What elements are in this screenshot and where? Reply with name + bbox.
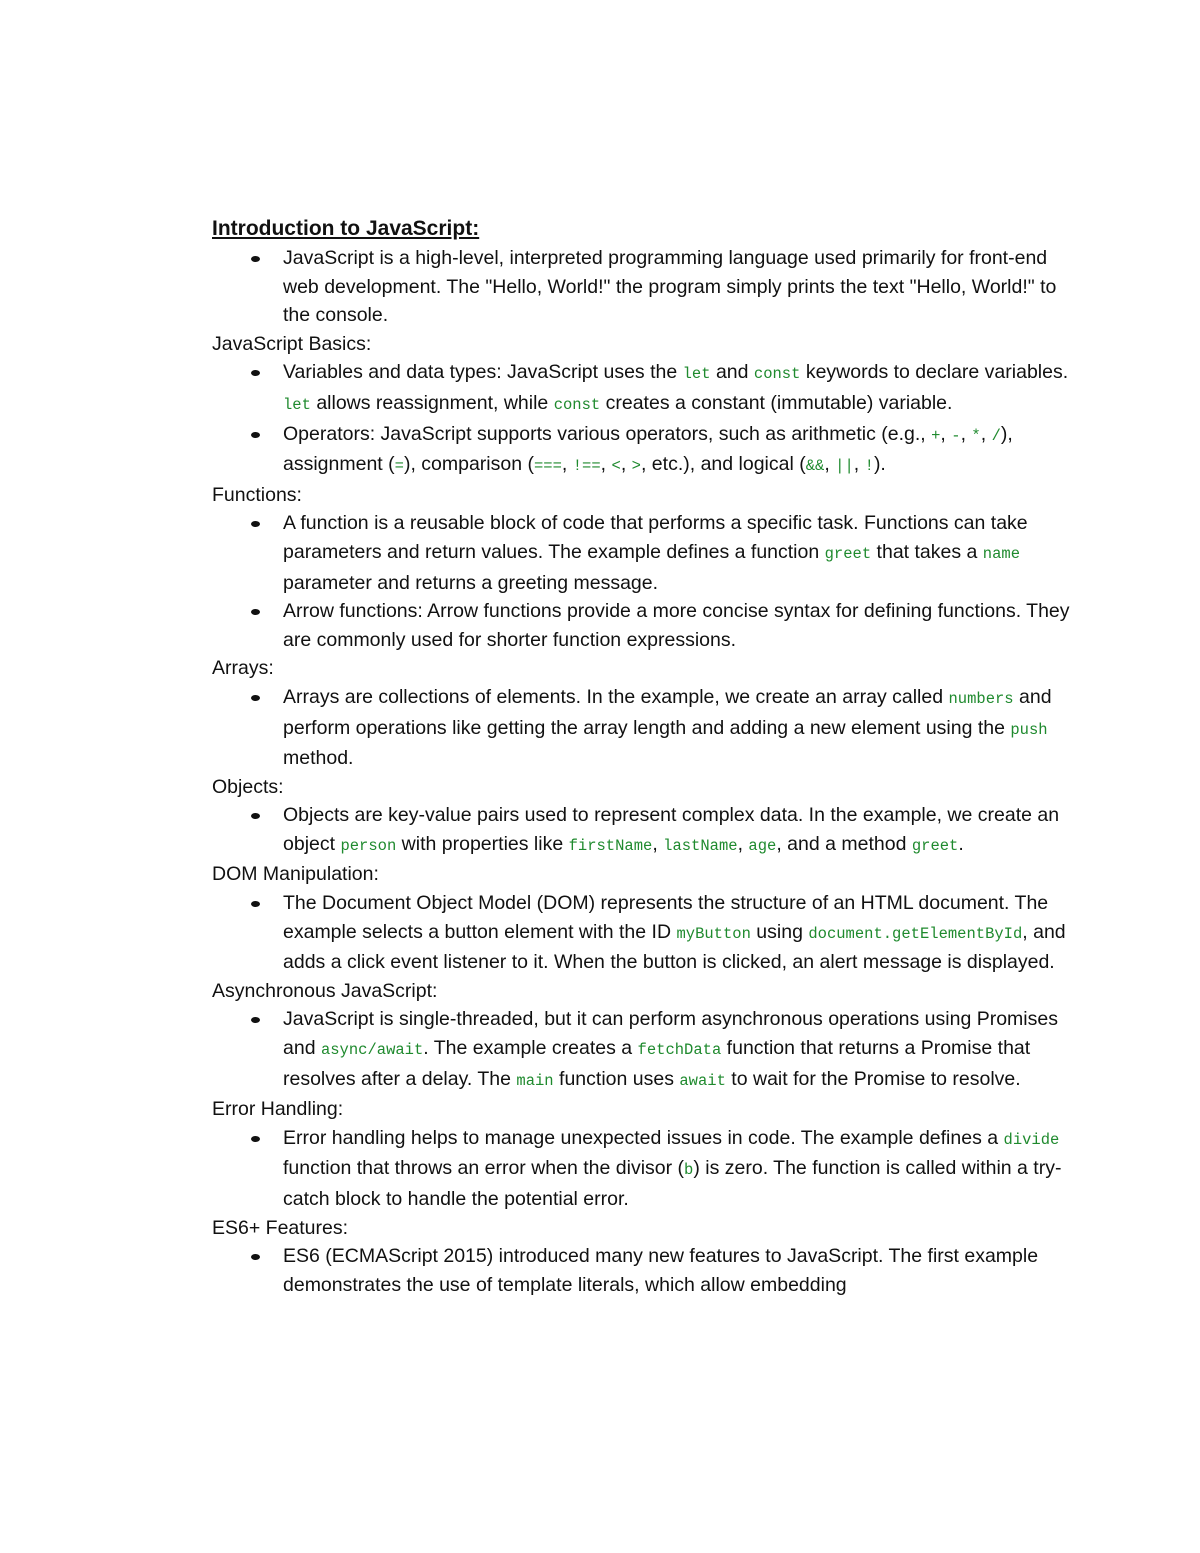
- bullet-item: [212, 420, 1072, 481]
- section-heading: Arrays:: [212, 657, 274, 680]
- inline-code: ===: [534, 457, 562, 476]
- bullet-icon: [251, 901, 260, 907]
- inline-code: ||: [835, 457, 854, 476]
- bullet-list: [212, 1005, 1072, 1095]
- text-run: ), assignment (: [283, 422, 1013, 476]
- bullet-icon: [251, 521, 260, 527]
- section-heading: Asynchronous JavaScript:: [212, 979, 438, 1002]
- text-run: Variables and data types: JavaScript uses the: [283, 361, 683, 384]
- inline-code: let: [283, 395, 311, 414]
- text-run: A function is a reusable block of code that performs a specific task. Functions can take parameters and return values. The example defines a function: [283, 512, 1028, 563]
- text-run: allows reassignment, while: [310, 391, 554, 414]
- inline-code: document.getElementById: [808, 924, 1023, 943]
- text-run: ) is zero. The function is called within a try-catch block to handle the potential error.: [283, 1157, 1062, 1210]
- text-run: ,: [853, 453, 865, 476]
- inline-code: main: [516, 1071, 554, 1090]
- text-run: Operators: JavaScript supports various operators, such as arithmetic (e.g.,: [283, 422, 932, 445]
- bullet-item: [212, 509, 1072, 597]
- inline-code: !: [864, 457, 874, 476]
- bullet-item: [212, 597, 1072, 654]
- text-run: ,: [652, 832, 664, 855]
- bullet-icon: [251, 1017, 260, 1023]
- text-run: ).: [873, 453, 886, 476]
- text-run: Objects are key-value pairs used to represent complex data. In the example, we create an object: [283, 804, 1060, 855]
- section-heading: Error Handling:: [212, 1098, 344, 1121]
- text-run: method.: [283, 747, 354, 770]
- bullet-item: [212, 683, 1072, 773]
- inline-code: >: [631, 457, 641, 476]
- text-run: . The example creates a: [423, 1037, 638, 1060]
- section-heading: DOM Manipulation:: [212, 863, 379, 886]
- text-run: Arrow functions: Arrow functions provide a more concise syntax for defining functions. They are commonly used for shorter function expressions.: [283, 600, 1070, 651]
- bullet-icon: [251, 813, 260, 819]
- text-run: and: [710, 361, 754, 384]
- bullet-list: [212, 683, 1072, 773]
- text-run: ), comparison (: [403, 453, 534, 476]
- bullet-list: [212, 801, 1072, 860]
- text-run: Arrays are collections of elements. In the example, we create an array called: [283, 685, 949, 708]
- inline-code: &&: [805, 457, 825, 476]
- text-run: Error handling helps to manage unexpected issues in code. The example defines a: [283, 1126, 1004, 1149]
- text-run: ,: [980, 422, 992, 445]
- bullet-icon: [251, 432, 260, 438]
- text-run: function that returns a Promise that resolves after a delay. The: [283, 1037, 1031, 1090]
- bullet-icon: [251, 1254, 260, 1260]
- text-run: The Document Object Model (DOM) represents the structure of an HTML document. The example selects a button element with the ID: [283, 892, 1049, 943]
- inline-code: -: [951, 426, 961, 445]
- inline-code: /: [991, 426, 1001, 445]
- inline-code: greet: [824, 544, 872, 563]
- inline-code: +: [931, 426, 941, 445]
- bullet-list: [212, 244, 1072, 330]
- text-run: ,: [600, 453, 612, 476]
- section-heading: Objects:: [212, 775, 284, 798]
- text-run: ,: [561, 453, 573, 476]
- inline-code: !==: [572, 457, 601, 476]
- bullet-item: [212, 244, 1072, 330]
- text-run: function uses: [553, 1067, 680, 1090]
- document-body: [212, 214, 1072, 1299]
- section-heading: JavaScript Basics:: [212, 332, 372, 355]
- inline-code: firstName: [568, 836, 653, 855]
- document-title: Introduction to JavaScript:: [212, 217, 480, 240]
- text-run: that takes a: [871, 540, 983, 563]
- text-run: parameter and returns a greeting message.: [283, 571, 659, 594]
- text-run: creates a constant (immutable) variable.: [600, 391, 953, 414]
- text-run: function that throws an error when the divisor (: [283, 1157, 685, 1180]
- inline-code: const: [753, 365, 801, 384]
- inline-code: let: [682, 365, 711, 384]
- inline-code: numbers: [948, 689, 1014, 708]
- inline-code: person: [340, 836, 397, 855]
- text-run: ,: [824, 453, 836, 476]
- bullet-icon: [251, 1136, 260, 1142]
- section-heading: ES6+ Features:: [212, 1216, 349, 1239]
- bullet-icon: [251, 609, 260, 615]
- text-run: .: [958, 832, 964, 855]
- text-run: , etc.), and logical (: [640, 453, 806, 476]
- text-run: JavaScript is a high-level, interpreted programming language used primarily for front-end web development. The "Hello, World!" the program simply prints the text "Hello, World!" to the console.: [283, 247, 1057, 327]
- inline-code: b: [684, 1161, 694, 1180]
- text-run: ES6 (ECMAScript 2015) introduced many new features to JavaScript. The first example demonstrates the use of template literals, which allow embedding: [283, 1245, 1039, 1296]
- text-run: ,: [737, 832, 749, 855]
- inline-code: lastName: [663, 836, 738, 855]
- text-run: with properties like: [396, 832, 569, 855]
- bullet-icon: [251, 256, 260, 262]
- text-run: , and a method: [776, 832, 912, 855]
- bullet-item: [212, 1005, 1072, 1095]
- text-run: ,: [620, 453, 632, 476]
- inline-code: async/await: [320, 1041, 424, 1060]
- bullet-list: [212, 889, 1072, 977]
- bullet-item: [212, 801, 1072, 860]
- inline-code: push: [1010, 720, 1048, 739]
- bullet-item: [212, 1242, 1072, 1299]
- inline-code: =: [394, 457, 404, 476]
- text-run: using: [750, 920, 809, 943]
- inline-code: const: [553, 395, 601, 414]
- bullet-list: [212, 1124, 1072, 1214]
- section-heading: Functions:: [212, 483, 302, 506]
- inline-code: myButton: [676, 924, 751, 943]
- bullet-list: [212, 509, 1072, 654]
- inline-code: <: [611, 457, 621, 476]
- inline-code: divide: [1003, 1130, 1060, 1149]
- inline-code: greet: [911, 836, 959, 855]
- text-run: ,: [960, 422, 972, 445]
- text-run: keywords to declare variables.: [800, 361, 1069, 384]
- text-run: ,: [940, 422, 952, 445]
- bullet-item: [212, 358, 1072, 419]
- bullet-list: [212, 358, 1072, 480]
- inline-code: fetchData: [637, 1041, 722, 1060]
- text-run: JavaScript is single-threaded, but it can perform asynchronous operations using Promises and: [283, 1008, 1058, 1060]
- bullet-list: [212, 1242, 1072, 1299]
- bullet-icon: [251, 370, 260, 376]
- inline-code: await: [679, 1071, 726, 1090]
- inline-code: *: [971, 426, 981, 445]
- bullet-icon: [251, 695, 260, 701]
- bullet-item: [212, 1124, 1072, 1214]
- text-run: to wait for the Promise to resolve.: [725, 1067, 1021, 1090]
- inline-code: age: [748, 836, 777, 855]
- inline-code: name: [982, 544, 1021, 563]
- bullet-item: [212, 889, 1072, 977]
- text-run: and perform operations like getting the array length and adding a new element using the: [283, 685, 1052, 739]
- text-run: , and adds a click event listener to it. When the button is clicked, an alert message is displayed.: [283, 920, 1066, 974]
